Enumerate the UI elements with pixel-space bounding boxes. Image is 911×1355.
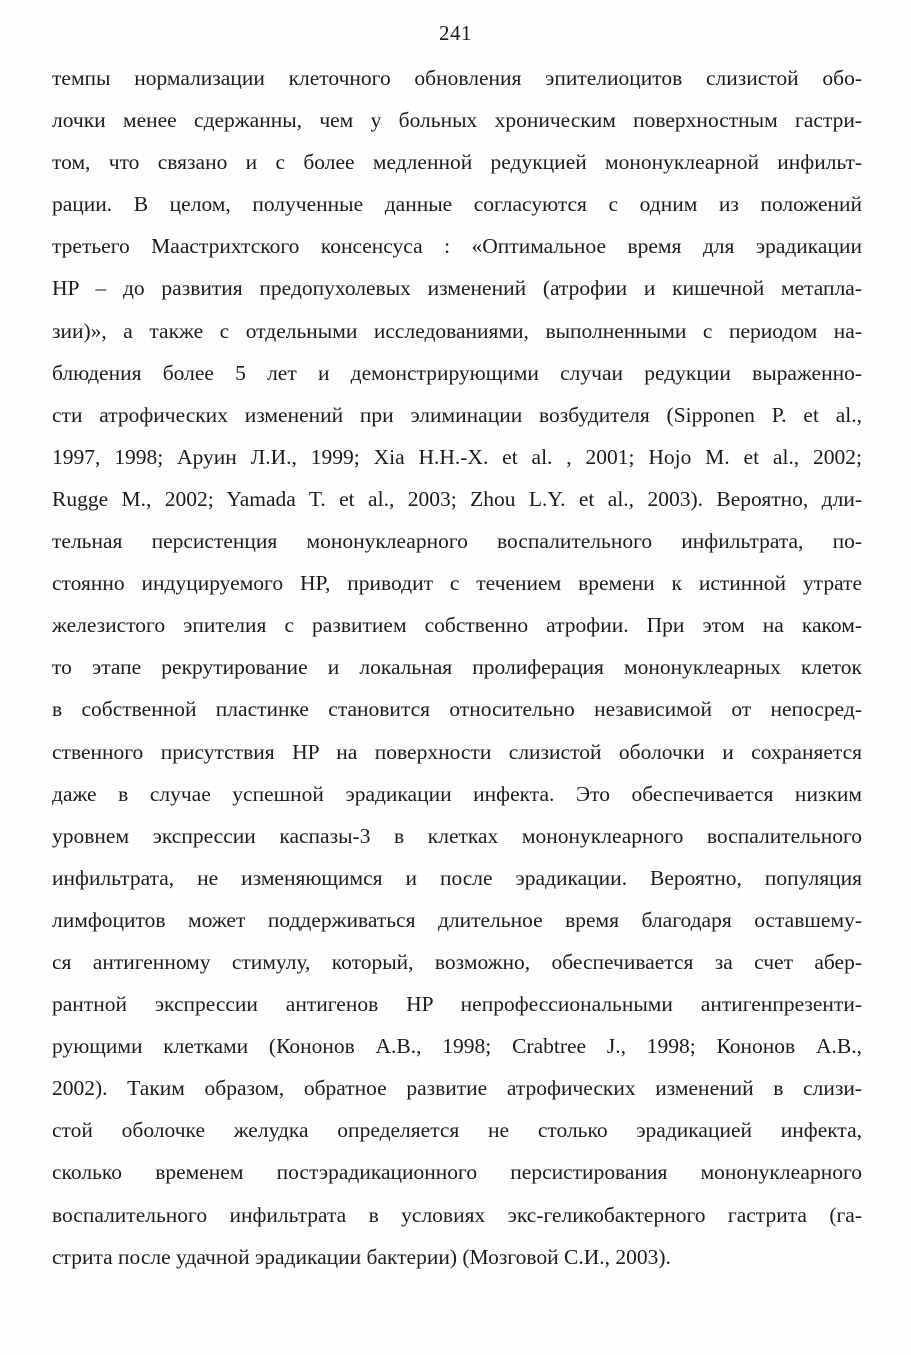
page-number: 241 [439, 21, 472, 45]
text-line: инфильтрата, не изменяющимся и после эрадикации. Вероятно, популяция [52, 865, 862, 890]
text-line: уровнем экспрессии каспазы-3 в клетках мононуклеарного воспалительного [52, 823, 862, 848]
text-line: сти атрофических изменений при элиминации возбудителя (Sipponen P. et al., [52, 402, 862, 427]
text-line: тельная персистенция мононуклеарного воспалительного инфильтрата, по- [52, 529, 862, 554]
text-line: то этапе рекрутирование и локальная пролиферация мононуклеарных клеток [52, 655, 862, 680]
text-line: HP – до развития предопухолевых изменений (атрофии и кишечной метапла- [52, 276, 862, 301]
text-line: воспалительного инфильтрата в условиях экс-геликобактерного гастрита (га- [52, 1202, 862, 1227]
text-line: стрита после удачной эрадикации бактерии) (Мозговой С.И., 2003). [52, 1244, 671, 1269]
text-line: рующими клетками (Кононов А.В., 1998; Crabtree J., 1998; Кононов А.В., [52, 1034, 862, 1059]
text-line: ственного присутствия HP на поверхности слизистой оболочки и сохраняется [52, 739, 862, 764]
text-line: в собственной пластинке становится относительно независимой от непосред- [52, 697, 862, 722]
text-line: третьего Маастрихтского консенсуса : «Оптимальное время для эрадикации [52, 234, 862, 259]
text-line: ся антигенному стимулу, который, возможно, обеспечивается за счет абер- [52, 949, 862, 974]
text-line: стой оболочке желудка определяется не столько эрадикацией инфекта, [52, 1118, 862, 1143]
text-line: 1997, 1998; Аруин Л.И., 1999; Xia H.H.-X. et al. , 2001; Hojo M. et al., 2002; [52, 444, 862, 469]
body-paragraph [52, 57, 862, 1278]
text-line: Rugge M., 2002; Yamada T. et al., 2003; Zhou L.Y. et al., 2003). Вероятно, дли- [52, 486, 862, 511]
text-line: блюдения более 5 лет и демонстрирующими случаи редукции выраженно- [52, 360, 862, 385]
text-line: лочки менее сдержанны, чем у больных хроническим поверхностным гастри- [52, 108, 862, 133]
text-line: рации. В целом, полученные данные согласуются с одним из положений [52, 192, 862, 217]
text-line: даже в случае успешной эрадикации инфекта. Это обеспечивается низким [52, 781, 862, 806]
text-line: лимфоцитов может поддерживаться длительное время благодаря оставшему- [52, 907, 862, 932]
text-line: стоянно индуцируемого HP, приводит с течением времени к истинной утрате [52, 571, 862, 596]
text-line: сколько временем постэрадикационного персистирования мононуклеарного [52, 1160, 862, 1185]
text-line: том, что связано и с более медленной редукцией мононуклеарной инфильт- [52, 150, 862, 175]
text-line: 2002). Таким образом, обратное развитие атрофических изменений в слизи- [52, 1076, 862, 1101]
text-line: рантной экспрессии антигенов HP непрофессиональными антигенпрезенти- [52, 992, 862, 1017]
text-line: зии)», а также с отдельными исследованиями, выполненными с периодом на- [52, 318, 862, 343]
text-line: темпы нормализации клеточного обновления эпителиоцитов слизистой обо- [52, 66, 862, 90]
text-line: железистого эпителия с развитием собственно атрофии. При этом на каком- [52, 613, 862, 638]
